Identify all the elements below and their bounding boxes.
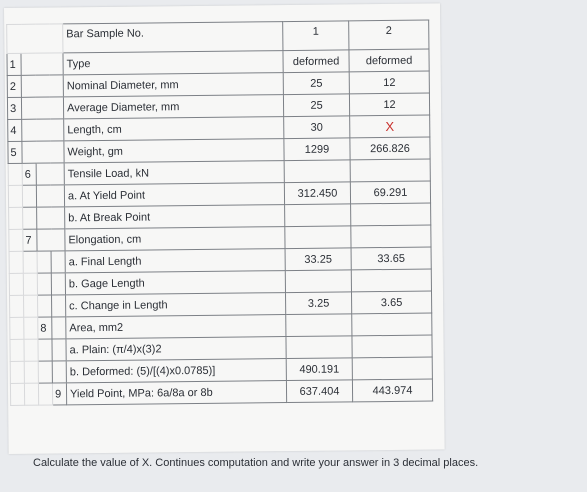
row-number: [22, 185, 36, 207]
row-number: 2: [7, 75, 21, 97]
row-label: Average Diameter, mm: [63, 95, 283, 119]
instruction-text: Calculate the value of X. Continues computation and write your answer in 3 decimal places.: [33, 457, 479, 469]
sample-2-value: [351, 269, 431, 292]
sample-1-value: [286, 336, 352, 359]
row-number: 9: [52, 383, 66, 405]
sample-2-value: 266.826: [350, 137, 430, 160]
row-label: Yield Point, MPa: 6a/8a or 8b: [66, 381, 286, 405]
row-number: [37, 251, 51, 273]
row-label: Weight, gm: [64, 139, 284, 163]
row-label: b. At Break Point: [65, 205, 285, 229]
sample-1-value: [285, 226, 351, 249]
row-number: [37, 273, 51, 295]
sample-2-value: [351, 225, 431, 248]
sample-1-header: 1: [283, 21, 349, 51]
row-label: b. Gage Length: [65, 271, 285, 295]
row-label: Length, cm: [64, 117, 284, 141]
row-label: a. At Yield Point: [64, 183, 284, 207]
row-number: 3: [7, 97, 21, 119]
row-label: Elongation, cm: [65, 227, 285, 251]
row-number: 8: [38, 317, 52, 339]
sample-1-value: 312.450: [284, 182, 350, 205]
sample-1-value: [284, 160, 350, 183]
sample-1-value: 33.25: [285, 248, 351, 271]
sample-2-value: 3.65: [351, 291, 431, 314]
row-number: [38, 295, 52, 317]
row-number: [38, 361, 52, 383]
sample-1-value: 637.404: [286, 380, 352, 403]
sample-2-value: [352, 357, 432, 380]
row-number: [38, 339, 52, 361]
row-number: 4: [8, 119, 22, 141]
sample-1-value: [285, 270, 351, 293]
sample-2-value: 12: [349, 71, 429, 94]
row-number: 1: [7, 53, 21, 75]
sample-2-value: 69.291: [350, 181, 430, 204]
sample-1-value: 25: [283, 72, 349, 95]
table-header-row: [7, 20, 429, 53]
sample-1-value: [285, 204, 351, 227]
sample-2-value: [352, 335, 432, 358]
unknown-x-mark: X: [350, 115, 430, 138]
row-label: b. Deformed: (5)/[(4)x0.0785)]: [66, 359, 286, 383]
sample-1-value: 25: [283, 94, 349, 117]
row-label: c. Change in Length: [66, 293, 286, 317]
sample-2-value: 33.65: [351, 247, 431, 270]
sample-2-value: 12: [349, 93, 429, 116]
sample-2-value: [352, 313, 432, 336]
row-label: a. Final Length: [65, 249, 285, 273]
data-sheet: [4, 3, 445, 454]
row-label: Nominal Diameter, mm: [63, 73, 283, 97]
row-label: Type: [63, 51, 283, 75]
sample-2-value: deformed: [349, 49, 429, 72]
sample-2-header: 2: [349, 20, 429, 50]
sample-1-value: deformed: [283, 50, 349, 73]
row-number: 6: [22, 163, 36, 185]
sample-2-value: [351, 203, 431, 226]
sample-1-value: 30: [284, 116, 350, 139]
bar-sample-title: Bar Sample No.: [63, 22, 283, 53]
row-label: Tensile Load, kN: [64, 161, 284, 185]
sample-1-value: 3.25: [285, 292, 351, 315]
row-label: Area, mm2: [66, 315, 286, 339]
row-number: [23, 207, 37, 229]
table-row: [10, 379, 432, 405]
sample-2-value: [350, 159, 430, 182]
sample-2-value: 443.974: [352, 379, 432, 402]
sample-1-value: 1299: [284, 138, 350, 161]
row-label: a. Plain: (π/4)x(3)2: [66, 337, 286, 361]
bar-sample-table: [6, 20, 433, 406]
row-number: 5: [8, 141, 22, 163]
row-number: 7: [23, 229, 37, 251]
sample-1-value: 490.191: [286, 358, 352, 381]
sample-1-value: [286, 314, 352, 337]
